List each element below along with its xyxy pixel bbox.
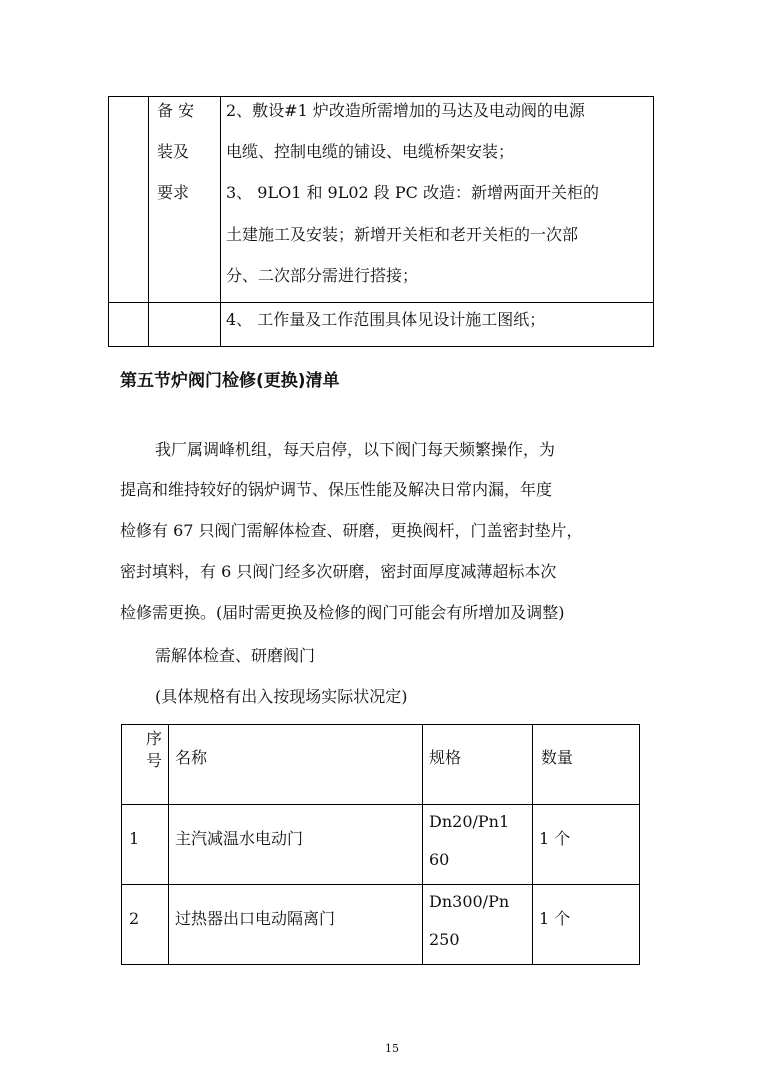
paragraph-line: 检修需更换。(届时需更换及检修的阀门可能会有所增加及调整) (120, 603, 565, 622)
content-line: 2、敷设#1 炉改造所需增加的马达及电动阀的电源 (226, 101, 585, 120)
section-heading: 第五节炉阀门检修(更换)清单 (120, 371, 340, 391)
row-no: 2 (129, 909, 140, 928)
row-no: 1 (129, 829, 140, 848)
row-spec: 250 (429, 930, 460, 949)
header-spec: 规格 (429, 748, 462, 767)
paragraph-line: 我厂属调峰机组，每天启停，以下阀门每天频繁操作，为 (155, 440, 556, 459)
label-line: 装及 (157, 142, 190, 161)
note: (具体规格有出入按现场实际状况定) (155, 687, 408, 706)
row-name: 主汽减温水电动门 (175, 829, 304, 848)
paragraph-line: 提高和维持较好的锅炉调节、保压性能及解决日常内漏，年度 (120, 480, 553, 499)
header-name: 名称 (175, 748, 208, 767)
row-spec: Dn300/Pn (429, 892, 510, 911)
content-line: 分、二次部分需进行搭接； (226, 266, 419, 285)
paragraph-line: 密封填料，有 6 只阀门经多次研磨，密封面厚度减薄超标本次 (120, 562, 557, 581)
header-no: 号 (146, 751, 163, 770)
page-number: 15 (385, 1042, 399, 1055)
paragraph-line: 检修有 67 只阀门需解体检查、研磨，更换阀杆，门盖密封垫片， (120, 521, 583, 540)
content-line: 3、 9LO1 和 9L02 段 PC 改造：新增两面开关柜的 (226, 183, 599, 202)
header-no: 序 (146, 729, 163, 748)
label-line: 备 安 (157, 101, 195, 120)
row-name: 过热器出口电动隔离门 (175, 909, 336, 928)
row-qty: 1 个 (539, 829, 571, 848)
content-line: 4、 工作量及工作范围具体见设计施工图纸； (226, 310, 546, 329)
row-spec: 60 (429, 850, 450, 869)
content-line: 土建施工及安装；新增开关柜和老开关柜的一次部 (226, 225, 579, 244)
content-line: 电缆、控制电缆的铺设、电缆桥架安装； (226, 142, 515, 161)
label-line: 要求 (157, 183, 190, 202)
header-qty: 数量 (541, 748, 574, 767)
row-spec: Dn20/Pn1 (429, 812, 510, 831)
subheading: 需解体检查、研磨阀门 (155, 646, 316, 665)
row-qty: 1 个 (539, 909, 571, 928)
